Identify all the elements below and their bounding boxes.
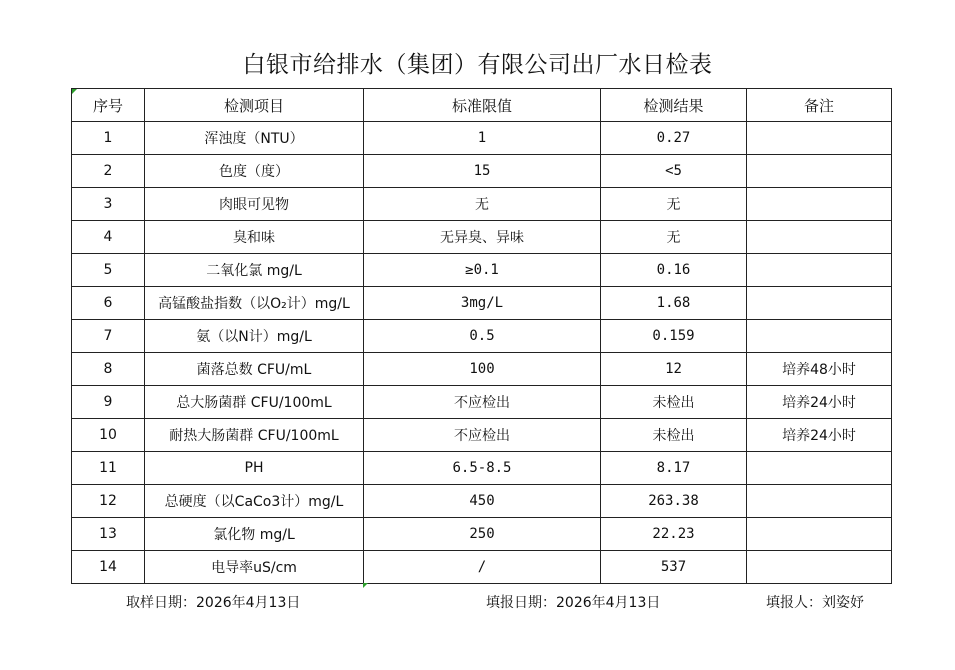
row-limit: 1 [364,122,601,155]
row-note [747,452,892,485]
row-number: 5 [72,254,145,287]
row-limit: 0.5 [364,320,601,353]
row-number: 4 [72,221,145,254]
row-limit: 250 [364,518,601,551]
row-number: 3 [72,188,145,221]
row-note [747,122,892,155]
row-number: 10 [72,419,145,452]
row-item: PH [145,452,364,485]
row-note [747,518,892,551]
header-result: 检测结果 [601,89,747,122]
row-result: 无 [601,188,747,221]
row-note: 培养24小时 [747,386,892,419]
sample-date: 取样日期：2026年4月13日 [126,595,301,611]
row-item: 菌落总数 CFU/mL [145,353,364,386]
row-number: 12 [72,485,145,518]
row-result: 263.38 [601,485,747,518]
row-item: 总大肠菌群 CFU/100mL [145,386,364,419]
page-title: 白银市给排水（集团）有限公司出厂水日检表 [242,52,713,78]
row-item: 高锰酸盐指数（以O₂计）mg/L [145,287,364,320]
header-row [72,89,892,122]
report-date: 填报日期：2026年4月13日 [486,595,661,611]
row-limit: 不应检出 [364,386,601,419]
table-row [72,287,892,320]
row-number: 6 [72,287,145,320]
row-note: 培养48小时 [747,353,892,386]
row-limit: 6.5-8.5 [364,452,601,485]
table-row [72,452,892,485]
row-note [747,551,892,584]
row-item: 总硬度（以CaCo3计）mg/L [145,485,364,518]
cell-marker-bottom [363,583,368,588]
row-number: 8 [72,353,145,386]
row-number: 1 [72,122,145,155]
row-limit: / [364,551,601,584]
row-result: 12 [601,353,747,386]
row-note [747,287,892,320]
row-item: 二氧化氯 mg/L [145,254,364,287]
row-result: 537 [601,551,747,584]
table-row [72,386,892,419]
table-row [72,419,892,452]
table-row [72,551,892,584]
row-note [747,155,892,188]
row-result: 1.68 [601,287,747,320]
row-result: 8.17 [601,452,747,485]
row-item: 氨（以N计）mg/L [145,320,364,353]
table-row [72,518,892,551]
header-note: 备注 [747,89,892,122]
row-note [747,320,892,353]
row-limit: 3mg/L [364,287,601,320]
row-result: <5 [601,155,747,188]
row-item: 耐热大肠菌群 CFU/100mL [145,419,364,452]
row-item: 色度（度） [145,155,364,188]
row-number: 11 [72,452,145,485]
row-limit: ≥0.1 [364,254,601,287]
row-item: 氯化物 mg/L [145,518,364,551]
row-note [747,188,892,221]
row-item: 电导率uS/cm [145,551,364,584]
table-row [72,254,892,287]
row-result: 0.27 [601,122,747,155]
row-limit: 100 [364,353,601,386]
row-result: 22.23 [601,518,747,551]
row-item: 臭和味 [145,221,364,254]
table-row [72,320,892,353]
row-number: 13 [72,518,145,551]
header-no: 序号 [72,89,145,122]
cell-marker-top-left [72,89,77,94]
row-limit: 无 [364,188,601,221]
row-result: 0.159 [601,320,747,353]
table-row [72,353,892,386]
row-item: 浑浊度（NTU） [145,122,364,155]
reporter: 填报人：刘姿妤 [766,595,864,611]
inspection-table [71,88,892,584]
table-row [72,221,892,254]
row-limit: 450 [364,485,601,518]
table-row [72,485,892,518]
row-number: 7 [72,320,145,353]
row-number: 9 [72,386,145,419]
row-item: 肉眼可见物 [145,188,364,221]
row-result: 未检出 [601,386,747,419]
row-number: 2 [72,155,145,188]
row-note [747,254,892,287]
table-row [72,155,892,188]
row-number: 14 [72,551,145,584]
row-note [747,221,892,254]
row-note: 培养24小时 [747,419,892,452]
row-result: 0.16 [601,254,747,287]
header-limit: 标准限值 [364,89,601,122]
row-result: 未检出 [601,419,747,452]
row-limit: 不应检出 [364,419,601,452]
table-row [72,122,892,155]
row-limit: 15 [364,155,601,188]
row-result: 无 [601,221,747,254]
table-row [72,188,892,221]
row-note [747,485,892,518]
row-limit: 无异臭、异味 [364,221,601,254]
header-item: 检测项目 [145,89,364,122]
